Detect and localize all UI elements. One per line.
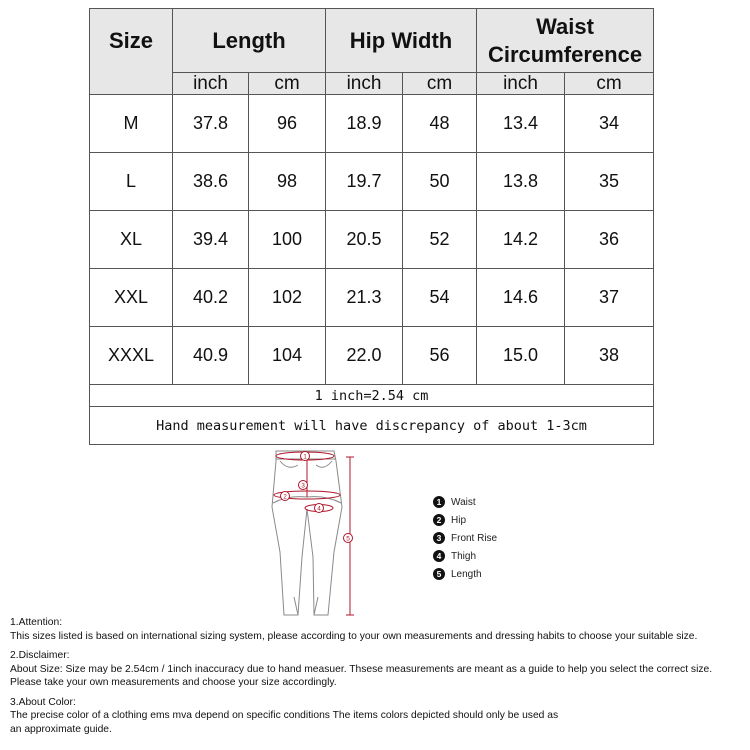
- unit-hip-inch: inch: [326, 73, 403, 95]
- diagram-legend: [433, 493, 497, 583]
- table-row: [90, 327, 654, 385]
- legend-item-front-rise: [433, 529, 497, 547]
- cell-waist-cm: 36: [565, 211, 654, 269]
- cell-waist-cm: 35: [565, 153, 654, 211]
- measure-marker-5: [344, 534, 353, 543]
- cell-length-cm: 96: [249, 95, 326, 153]
- unit-length-cm: cm: [249, 73, 326, 95]
- note-body: The precise color of a clothing ems mva depend on specific conditions The items colors depicted should only be used as an approximate guide.: [10, 710, 559, 735]
- legend-number-badge: 5: [433, 568, 445, 580]
- measurement-note-row: [90, 407, 654, 445]
- cell-waist-inch: 13.4: [477, 95, 565, 153]
- svg-text:1: 1: [303, 453, 307, 461]
- cell-length-inch: 40.2: [173, 269, 249, 327]
- measure-marker-4: [315, 504, 324, 513]
- note-body: About Size: Size may be 2.54cm / 1inch inaccuracy due to hand measuer. Thsese measurements are meant as a guide to help you select the correct size. Please take your own measurements and choose your size accordingly.: [10, 663, 713, 688]
- cell-hip-cm: 56: [403, 327, 477, 385]
- cell-length-cm: 102: [249, 269, 326, 327]
- legend-number-badge: 4: [433, 550, 445, 562]
- units-blank-cell: [90, 73, 173, 95]
- legend-item-waist: [433, 493, 497, 511]
- measure-marker-1: [301, 452, 310, 461]
- cell-size: XXXL: [90, 327, 173, 385]
- cell-size: XXL: [90, 269, 173, 327]
- cell-waist-inch: 14.6: [477, 269, 565, 327]
- cell-waist-cm: 38: [565, 327, 654, 385]
- cell-waist-cm: 37: [565, 269, 654, 327]
- cell-length-inch: 38.6: [173, 153, 249, 211]
- measurement-note: Hand measurement will have discrepancy of about 1-3cm: [90, 407, 654, 445]
- cell-hip-cm: 54: [403, 269, 477, 327]
- table-row: [90, 211, 654, 269]
- notes-section: [10, 616, 745, 742]
- note-title: 3.About Color:: [10, 696, 76, 708]
- unit-length-inch: inch: [173, 73, 249, 95]
- legend-label: Thigh: [451, 550, 477, 562]
- cell-hip-inch: 21.3: [326, 269, 403, 327]
- note-title: 1.Attention:: [10, 617, 63, 628]
- measure-marker-2: [281, 492, 290, 501]
- cell-waist-inch: 14.2: [477, 211, 565, 269]
- cell-length-inch: 37.8: [173, 95, 249, 153]
- header-size: Size: [90, 9, 173, 73]
- cell-hip-cm: 48: [403, 95, 477, 153]
- legend-number-badge: 2: [433, 514, 445, 526]
- legend-item-length: [433, 565, 497, 583]
- cell-size: XL: [90, 211, 173, 269]
- table-row: [90, 269, 654, 327]
- cell-hip-inch: 20.5: [326, 211, 403, 269]
- table-row: [90, 153, 654, 211]
- legend-label: Hip: [451, 514, 467, 526]
- cell-length-cm: 100: [249, 211, 326, 269]
- cell-waist-inch: 13.8: [477, 153, 565, 211]
- table-header-row: [90, 9, 654, 73]
- cell-length-cm: 104: [249, 327, 326, 385]
- note-about-color: [10, 696, 745, 737]
- cell-size: L: [90, 153, 173, 211]
- size-chart-table: [89, 8, 654, 445]
- cell-size: M: [90, 95, 173, 153]
- cell-hip-inch: 18.9: [326, 95, 403, 153]
- unit-hip-cm: cm: [403, 73, 477, 95]
- header-waist-line2: Circumference: [487, 41, 643, 67]
- header-waist-circumference: [477, 9, 654, 73]
- svg-text:2: 2: [283, 493, 287, 501]
- note-body: This sizes listed is based on international sizing system, please according to your own measurements and dressing habits to choose your suitable size.: [10, 630, 698, 642]
- cell-length-cm: 98: [249, 153, 326, 211]
- svg-text:4: 4: [317, 505, 321, 513]
- note-attention: [10, 616, 745, 643]
- svg-text:5: 5: [346, 535, 350, 543]
- legend-item-thigh: [433, 547, 497, 565]
- unit-waist-inch: inch: [477, 73, 565, 95]
- pants-measurement-diagram: [258, 447, 368, 622]
- svg-text:3: 3: [301, 482, 305, 490]
- cell-hip-inch: 22.0: [326, 327, 403, 385]
- unit-waist-cm: cm: [565, 73, 654, 95]
- header-hip-width: Hip Width: [326, 9, 477, 73]
- cell-length-inch: 39.4: [173, 211, 249, 269]
- units-row: [90, 73, 654, 95]
- cell-length-inch: 40.9: [173, 327, 249, 385]
- cell-waist-cm: 34: [565, 95, 654, 153]
- measure-marker-3: [299, 481, 308, 490]
- legend-number-badge: 3: [433, 532, 445, 544]
- header-waist-line1: Waist: [536, 13, 594, 39]
- cell-hip-cm: 52: [403, 211, 477, 269]
- note-disclaimer: [10, 649, 745, 690]
- header-length: Length: [173, 9, 326, 73]
- legend-item-hip: [433, 511, 497, 529]
- legend-label: Length: [451, 568, 482, 580]
- table-row: [90, 95, 654, 153]
- conversion-note: 1 inch=2.54 cm: [90, 385, 654, 407]
- cell-waist-inch: 15.0: [477, 327, 565, 385]
- legend-label: Waist: [451, 496, 476, 508]
- note-title: 2.Disclaimer:: [10, 650, 70, 661]
- conversion-note-row: [90, 385, 654, 407]
- legend-label: Front Rise: [451, 532, 498, 544]
- legend-number-badge: 1: [433, 496, 445, 508]
- cell-hip-inch: 19.7: [326, 153, 403, 211]
- cell-hip-cm: 50: [403, 153, 477, 211]
